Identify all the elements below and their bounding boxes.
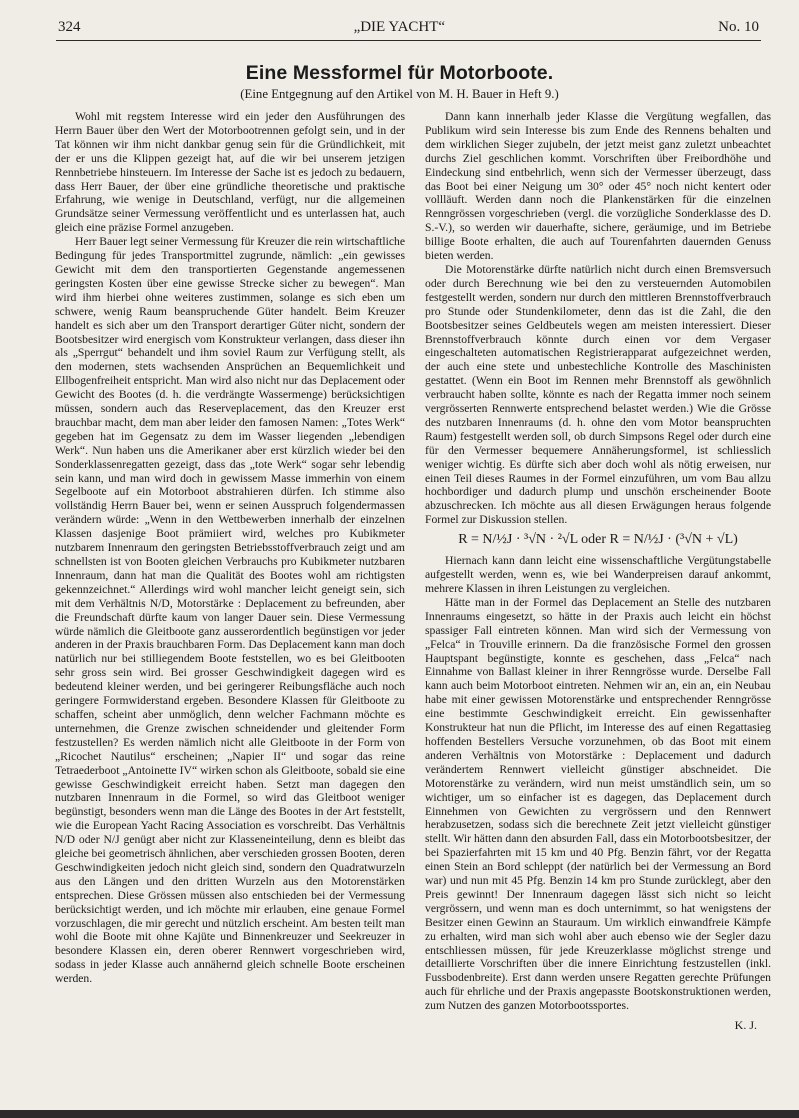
paragraph: Hiernach kann dann leicht eine wissenschaftliche Vergütungstabelle aufgestellt werden, wenn es, wie bei Wanderpreisen darauf ankommt, mehrere Klassen in ihren Leistungen zu vergleichen. (425, 554, 771, 595)
paragraph: Dann kann innerhalb jeder Klasse die Vergütung wegfallen, das Publikum wird sein Interesse bis zum Ende des Rennens behalten und dem wirklichen Sieger zujubeln, der jetzt meist ganz zuletzt unbeachtet durchs Ziel geschlichen kommt. Vorschriften über Freibordhöhe und Eindeckung sind entbehrlich, wenn sich der Vermesser überzeugt, dass das Boot bei einer Neigung um 30° oder 45° noch nicht kentert oder vollläuft. Werden dann noch die Plankenstärken für die einzelnen Renngrössen vorgeschrieben (vergl. die vorzügliche Sonderklasse des D. S.-V.), so werden wir dauerhafte, sichere, geräumige, und im Betriebe billige Boote erhalten, die auch auf Tourenfahrten dauernden Genuss bieten werden. (425, 110, 771, 263)
paragraph: Wohl mit regstem Interesse wird ein jeder den Ausführungen des Herrn Bauer über den Wert der Motorbootrennen gefolgt sein, und in der Tat können wir ihm nicht dankbar genug sein für die Gründlichkeit, mit der er uns die Klippen gezeigt hat, auf die wir bei unserem jetzigen Rennbetriebe hinsteuern. Im Interesse der Sache ist es jedoch zu bedauern, dass Herr Bauer, der über eine gründliche theoretische und praktische Erfahrung, wie wenige in Deutschland, verfügt, nur die allgemeinen Grundsätze seiner Vermessung veröffentlicht und es unterlassen hat, auch gleich eine präzise Formel anzugeben. (55, 110, 405, 235)
journal-name: „DIE YACHT“ (353, 18, 446, 35)
paragraph: Die Motorenstärke dürfte natürlich nicht durch einen Bremsversuch oder durch Berechnung wie bei den zu versteuernden Automobilen festgestellt werden, sondern nur durch den mittleren Brennstoffverbrauch pro Stunde oder Stundenkilometer, denn das ist die Zahl, die den Bootsbesitzer seines Geldbeutels wegen am meisten interessiert. Dieser Brennstoffverbrauch könnte durch einen vor dem Vergaser eingeschalteten automatischen Registrierapparat aufgezeichnet werden, der auch eine stete und unbestechliche Kontrolle des Maschinisten gestattet. (Wenn ein Boot im Rennen mehr Brennstoff als gewöhnlich verbraucht haben sollte, könnte es nach der Regatta immer noch seinem vergrösserten Rennwerte entsprechend belastet werden.) Wie die Grösse des nutzbaren Innenraums (d. h. ohne den vom Motor beanspruchten Raum) festgestellt werden soll, ob durch Simpsons Regel oder durch eine für den Vermesser bequemere Annäherungsformel, ist schliesslich weniger wichtig. Es dürfte sich aber doch wohl als nötig erweisen, nur einen Teil dieses Raumes in der Formel einzuführen, um vom Bau allzu hochbordiger und dadurch plump und unschön erscheinender Boote abzuschrecken. Ich möchte aus all diesen Erwägungen heraus folgende Formel zur Diskussion stellen. (425, 262, 771, 527)
issue-number: No. 10 (718, 18, 759, 35)
running-header (58, 14, 759, 40)
rating-formula: R = N/½J · ³√N · ²√L oder R = N/½J · (³√N + √L) (458, 532, 738, 548)
article-title: Eine Messformel für Motorboote. (245, 62, 554, 84)
header-rule (56, 40, 761, 41)
author-signature: K. J. (734, 1018, 757, 1033)
right-column (425, 110, 771, 1033)
article-subtitle: (Eine Entgegnung auf den Artikel von M. H. Bauer in Heft 9.) (240, 87, 559, 101)
paragraph: Herr Bauer legt seiner Vermessung für Kreuzer die rein wirtschaftliche Bedingung für jedes Transportmittel zugrunde, nämlich: „ein gewisses Gewicht mit dem den transportierten Gegenstande angemessenen geringsten Kosten über eine gewisse Strecke sicher zu bewegen“. Man wird ihm hierbei ohne weiteres zustimmen, solange es sich eben um schwere, wenig Raum beanspruchende Güter handelt. Beim Kreuzer handelt es sich aber um den Transport derartiger Güter nicht, sondern der Bootsbesitzer wird energisch vom Konstrukteur verlangen, dass dieser ihn als „Sperrgut“ behandelt und ihm soviel Raum zur Verfügung stellt, als den modernen, stets wachsenden Ansprüchen an Bequemlichkeit und Ellbogenfreiheit entspricht. Man wird also nicht nur das Deplacement oder Gewicht des Bootes (d. h. die verdrängte Wassermenge) berücksichtigen müssen, sondern auch das Reserveplacement, das den Kreuzer erst brauchbar macht, dem man aber leider den famosen Namen: „Totes Werk“ gegeben hat im Gegensatz zu dem im Wasser liegenden „lebendigen Werk“. Nun haben uns die Amerikaner aber erst kürzlich wieder bei den Sonderklassenregatten gezeigt, dass das „tote Werk“ sogar sehr lebendig sein kann, und man wird doch in gewissem Masse immerhin von einem Segelboote auf ein Motorboot abstrahieren dürfen. Ich stimme also vollständig Herrn Bauer bei, wenn er seinen Ausspruch folgendermassen verändern würde: „Wenn in den Wettbewerben innerhalb der einzelnen Klassen dasjenige Boot prämiiert wird, welches pro Kubikmeter nutzbarem Innenraum den geringsten Betriebsstoffverbrauch zeigt und am schnellsten ist von Booten gleichen Verbrauchs pro Kubikmeter nutzbaren Innenraum, dann hat man die Qualität des Bootes wohl am richtigsten gekennzeichnet.“ Allerdings wird wohl mancher leicht geneigt sein, sich mit dem Verhältnis N/D, Motorstärke : Deplacement zu befreunden, aber die Freundschaft dürfte kaum von langer Dauer sein. Diese Vermessung würde nämlich die Gleitboote ganz ausserordentlich begünstigen vor jeder anderen in der Praxis brauchbaren Form. Das Deplacement kann man doch natürlich nur bei stilliegendem Boote feststellen, wo es bei Gleitbooten sehr gross sein wird. Bei grosser Geschwindigkeit dagegen wird es bedeutend kleiner werden, und bei geringerer Reibungsfläche auch noch geringere Formwiderstand ergeben. Besondere Klassen für Gleitboote zu schaffen, scheint aber unmöglich, denn welcher Fachmann möchte es unternehmen, die Grenze zwischen schneidender und gleitender Form festzustellen? Es werden nämlich nicht alle Gleitboote in der Form von „Ricochet Nautilus“ erscheinen; „Napier II“ und sogar das reine Tetraederboot „Antoinette IV“ wirken schon als Gleitboote, sobald sie eine gewisse Geschwindigkeit erreicht haben. Setzt man dagegen den nutzbaren Innenraum in die Formel, so wird das Gleitboot weniger begünstigt, besonders wenn man die Länge des Bootes in der Art feststellt, wie die European Yacht Racing Association es vorschreibt. Das Verhältnis N/D oder N/J genügt aber nicht zur Klasseneinteilung, denn es bleibt das gleiche bei geometrisch ähnlichen, aber verschieden grossen Booten, deren Geschwindigkeiten jedoch nicht gleich sind, sondern den Quadratwurzeln aus den Längen und den dritten Wurzeln aus den Motorenstärken entsprechen. Diese Grössen müssen also entschieden bei der Vermessung berücksichtigt werden, und ich möchte mir erlauben, eine genaue Formel vorzuschlagen, die mir gerecht und nützlich erscheint. Am besten teilt man wohl die Boote mit ohne Kajüte und Binnenkreuzer und Seekreuzer in besondere Klassen ein, deren oberer Rennwert vorgeschrieben wird, sodass in jeder Klasse auch annähernd gleich schnelle Boote erscheinen werden. (55, 235, 405, 986)
page-bottom-edge (0, 1110, 799, 1118)
page-number: 324 (58, 18, 81, 35)
paragraph: Hätte man in der Formel das Deplacement an Stelle des nutzbaren Innenraums eingesetzt, so hätte in der Praxis auch leicht ein höchst spassiger Fall eintreten können. Man wird sich der Vermessung von „Felca“ in Trouville erinnern. Da die französische Formel den grossen Hauptspant begünstigte, konnte es geschehen, dass „Felca“ nach Einnahme von Ballast kleiner in ihrer Renngrösse wurde. Derselbe Fall kann auch beim Motorboot eintreten. Nehmen wir an, ein an, ein Neubau habe mit einer gewissen Motorenstärke und entsprechender Renngrösse eine bestimmte Geschwindigkeit erreicht. Ein gewissenhafter Konstrukteur hat nun die Pflicht, im Interesse des auf einen Regattasieg hoffenden Bestellers Versuche vorzunehmen, ob das Boot mit einem anderen Verhältnis von Motorstärke : Deplacement und dadurch verändertem Rennwert vielleicht günstiger abschneidet. Die Motorenstärke zu verändern, wird nun meist umständlich sein, um so wichtiger, um so einfacher ist es dagegen, das Deplacement durch Einnehmen von Gewichten zu vergrössern und den Rennwert herabzusetzen, sodass sich die berechnete Zeit jetzt vielleicht günstiger stellt. Wir hätten dann den absurden Fall, dass ein Motorbootsbesitzer, der bei Spazierfahrten mit 15 km und 40 Pfg. Benzin fährt, vor der Regatta einen Stein an Bord schleppt (der natürlich bei der Vermessung an Bord war) und nun mit 45 Pfg. Benzin 14 km pro Stunde zurücklegt, aber den Preis gewinnt! Der Innenraum dagegen lässt sich nicht so leicht vergrössern, und wenn man es doch unternimmt, so hat wenigstens der Besitzer einen Gewinn an Stauraum. Um wirklich einwandfreie Kämpfe zu erhalten, wird man sich wohl aber auch ebenso wie der Segler dazu entschliessen müssen, für jede Kreuzerklasse möglichst strenge und detaillierte Vorschriften über die innere Einrichtung festzustellen (inkl. Fussbodenbreite). Erst dann werden unsere Regatten gerechte Prüfungen auch für ehrliche und der Praxis angepasste Bootskonstruktionen werden, zum Nutzen des ganzen Motorbootssportes. (425, 595, 771, 1013)
left-column (55, 110, 405, 986)
